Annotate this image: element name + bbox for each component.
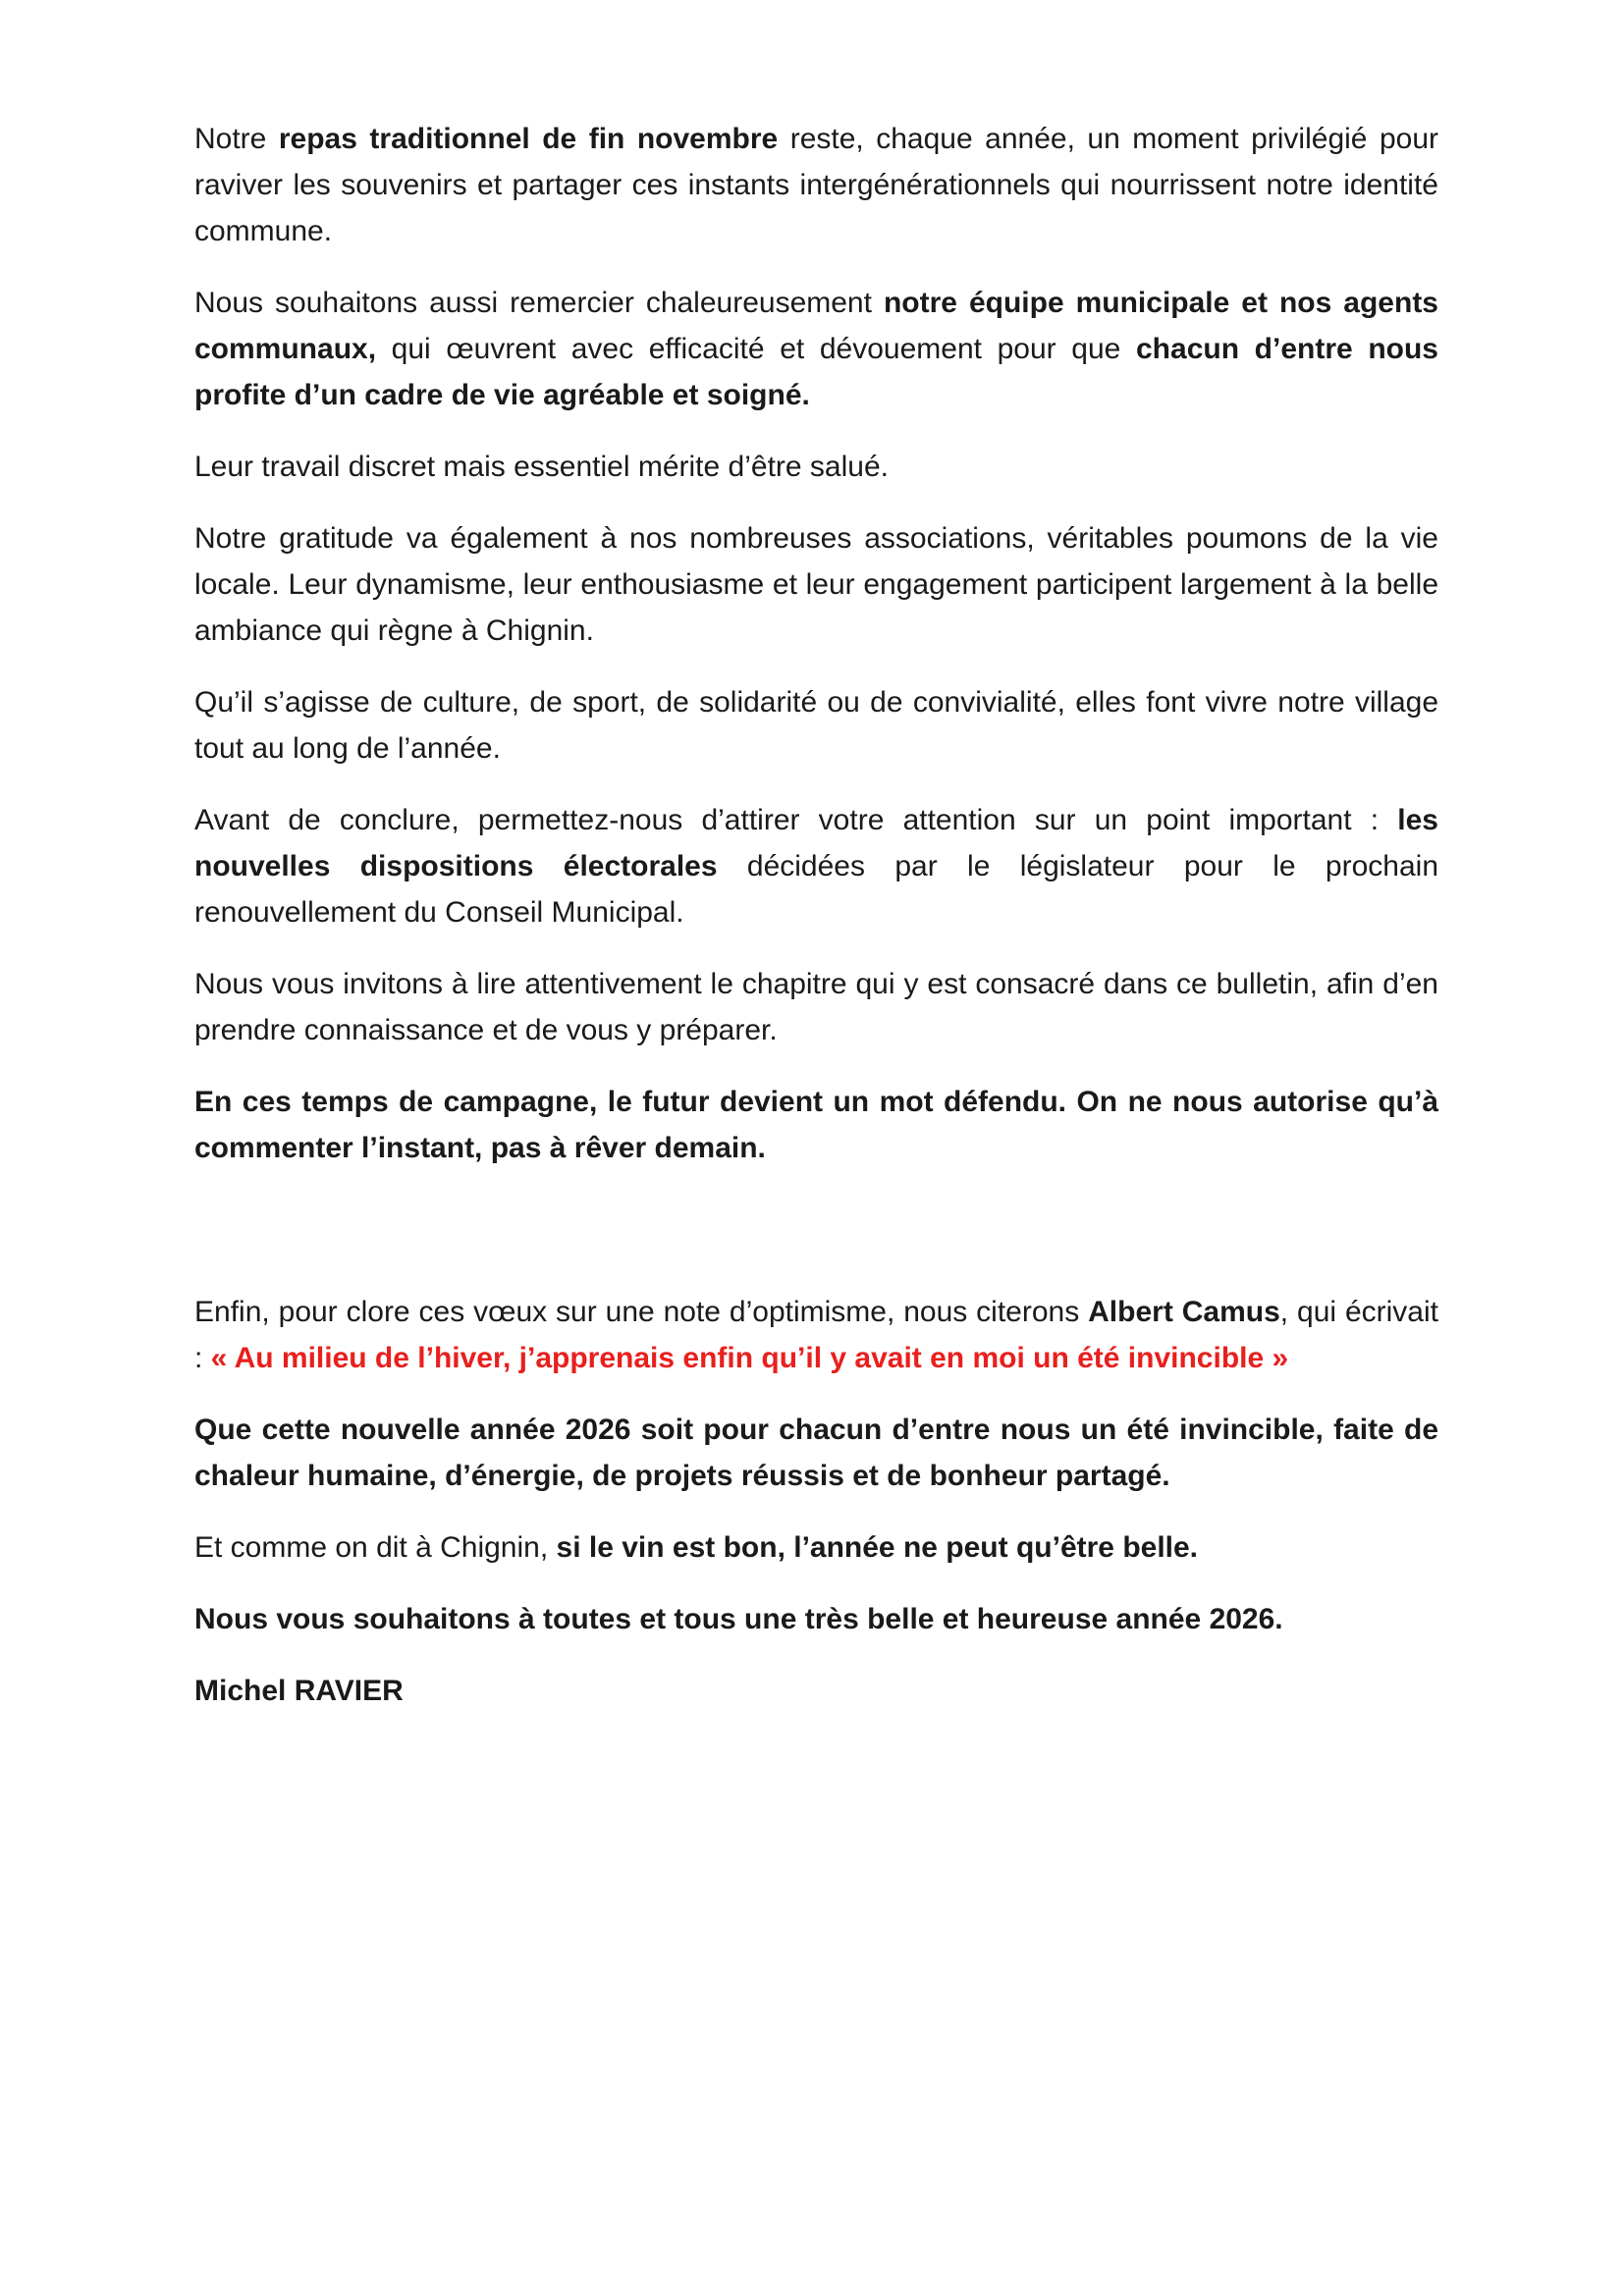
paragraph-souhaits: Nous vous souhaitons à toutes et tous une très belle et heureuse année 2026. xyxy=(194,1603,1283,1635)
signature: Michel RAVIER xyxy=(194,1675,404,1707)
paragraph-camus xyxy=(194,1289,1438,1381)
paragraph-voeux-2026: Que cette nouvelle année 2026 soit pour chacun d’entre nous un été invincible, faite de chaleur humaine, d’énergie, de projets réussis et de bonheur partagé. xyxy=(194,1414,1438,1492)
spacer xyxy=(194,1197,1438,1289)
paragraph-associations: Notre gratitude va également à nos nombreuses associations, véritables poumons de la vie locale. Leur dynamisme, leur enthousiasme et leur engagement participent largement à la belle ambiance qui règne à Chignin. xyxy=(194,522,1438,647)
bold-text: si le vin est bon, l’année ne peut qu’être belle. xyxy=(556,1531,1199,1564)
text: qui œuvrent avec efficacité et dévouement pour que xyxy=(376,333,1136,365)
bold-text: les nouvelles dispositions électorales xyxy=(194,804,1438,882)
paragraph-campagne: En ces temps de campagne, le futur devient un mot défendu. On ne nous autorise qu’à commenter l’instant, pas à rêver demain. xyxy=(194,1086,1438,1164)
paragraph-remerciements xyxy=(194,280,1438,418)
text: Avant de conclure, permettez-nous d’attirer votre attention sur un point important : xyxy=(194,804,1398,836)
paragraph-dispositions xyxy=(194,797,1438,935)
text: reste, chaque année, un moment privilégié pour raviver les souvenirs et partager ces instants intergénérationnels qui nourrissent notre identité commune. xyxy=(194,123,1439,247)
camus-quote: « Au milieu de l’hiver, j’apprenais enfin qu’il y avait en moi un été invincible » xyxy=(210,1342,1289,1374)
bold-text: chacun d’entre nous profite d’un cadre de vie agréable et soigné. xyxy=(194,333,1438,411)
paragraph-chapitre: Nous vous invitons à lire attentivement le chapitre qui y est consacré dans ce bulletin, afin d’en prendre connaissance et de vous y préparer. xyxy=(194,968,1438,1046)
paragraph-culture: Qu’il s’agisse de culture, de sport, de solidarité ou de convivialité, elles font vivre notre village tout au long de l’année. xyxy=(194,686,1438,765)
bold-text: repas traditionnel de fin novembre xyxy=(278,123,779,155)
text: Notre xyxy=(194,123,279,155)
text: Et comme on dit à Chignin, xyxy=(194,1531,557,1564)
bold-text: notre équipe municipale et nos agents communaux, xyxy=(194,287,1438,365)
text: Enfin, pour clore ces vœux sur une note d’optimisme, nous citerons xyxy=(194,1296,1089,1328)
bold-text: Albert Camus xyxy=(1088,1296,1280,1328)
text: Nous souhaitons aussi remercier chaleureusement xyxy=(194,287,884,319)
letter-body xyxy=(194,116,1438,1739)
text: décidées par le législateur pour le prochain renouvellement du Conseil Municipal. xyxy=(194,850,1438,929)
paragraph-travail: Leur travail discret mais essentiel mérite d’être salué. xyxy=(194,451,889,483)
paragraph-repas xyxy=(194,116,1438,254)
paragraph-chignin xyxy=(194,1524,1438,1571)
text: , qui écrivait : xyxy=(194,1296,1438,1374)
